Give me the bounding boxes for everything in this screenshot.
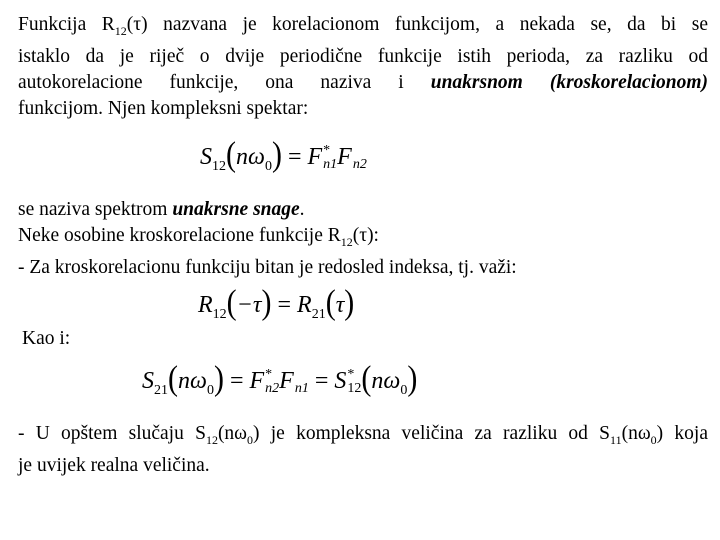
kao-i-label: Kao i: <box>22 328 71 349</box>
conclusion-line-1: - U opštem slučaju $S_{12}(n\omega_0)$ je kompleksna veličina za razliku od $S_{11}(n\omega_0)$ koja <box>18 423 708 447</box>
conclusion-line-2: je uvijek realna veličina. <box>18 454 210 476</box>
properties-paragraph <box>18 197 708 281</box>
conclusion-paragraph <box>18 421 708 479</box>
equation-cross-spectrum: $S_{12}(n\omega_0) = F$ * n1 F n2 <box>200 135 367 174</box>
intro-line-2: istaklo da je riječ o dvije periodične funkcije istih perioda, za razliku od <box>18 45 708 67</box>
intro-line-1: Funkcija $R_{12}(\tau)$ nazvana je korelacionom funkcijom, a nekada se, da bi se <box>18 14 709 38</box>
intro-paragraph <box>18 12 708 122</box>
properties-heading-line: Neke osobine kroskorelacione funkcije $R_{12}(\tau)$: <box>18 225 379 249</box>
intro-line-4: funkcijom. Njen kompleksni spektar: <box>18 97 309 119</box>
index-order-line: - Za kroskorelacionu funkciju bitan je redosled indeksa, tj. važi: <box>18 256 517 278</box>
intro-line-3: autokorelacione funkcije, ona naziva i unakrsnom (kroskorelacionom) <box>18 71 709 93</box>
equation-conjugate-spectrum: $S_{21}(n\omega_0) = F$ * n2 F n1 = S * 12 $(n\omega_0)$ <box>142 359 418 398</box>
spectrum-name-line: se naziva spektrom unakrsne snage. <box>18 199 305 220</box>
equation-index-order: $R_{12}(-\tau) = R_{21}(\tau)$ <box>198 283 355 322</box>
